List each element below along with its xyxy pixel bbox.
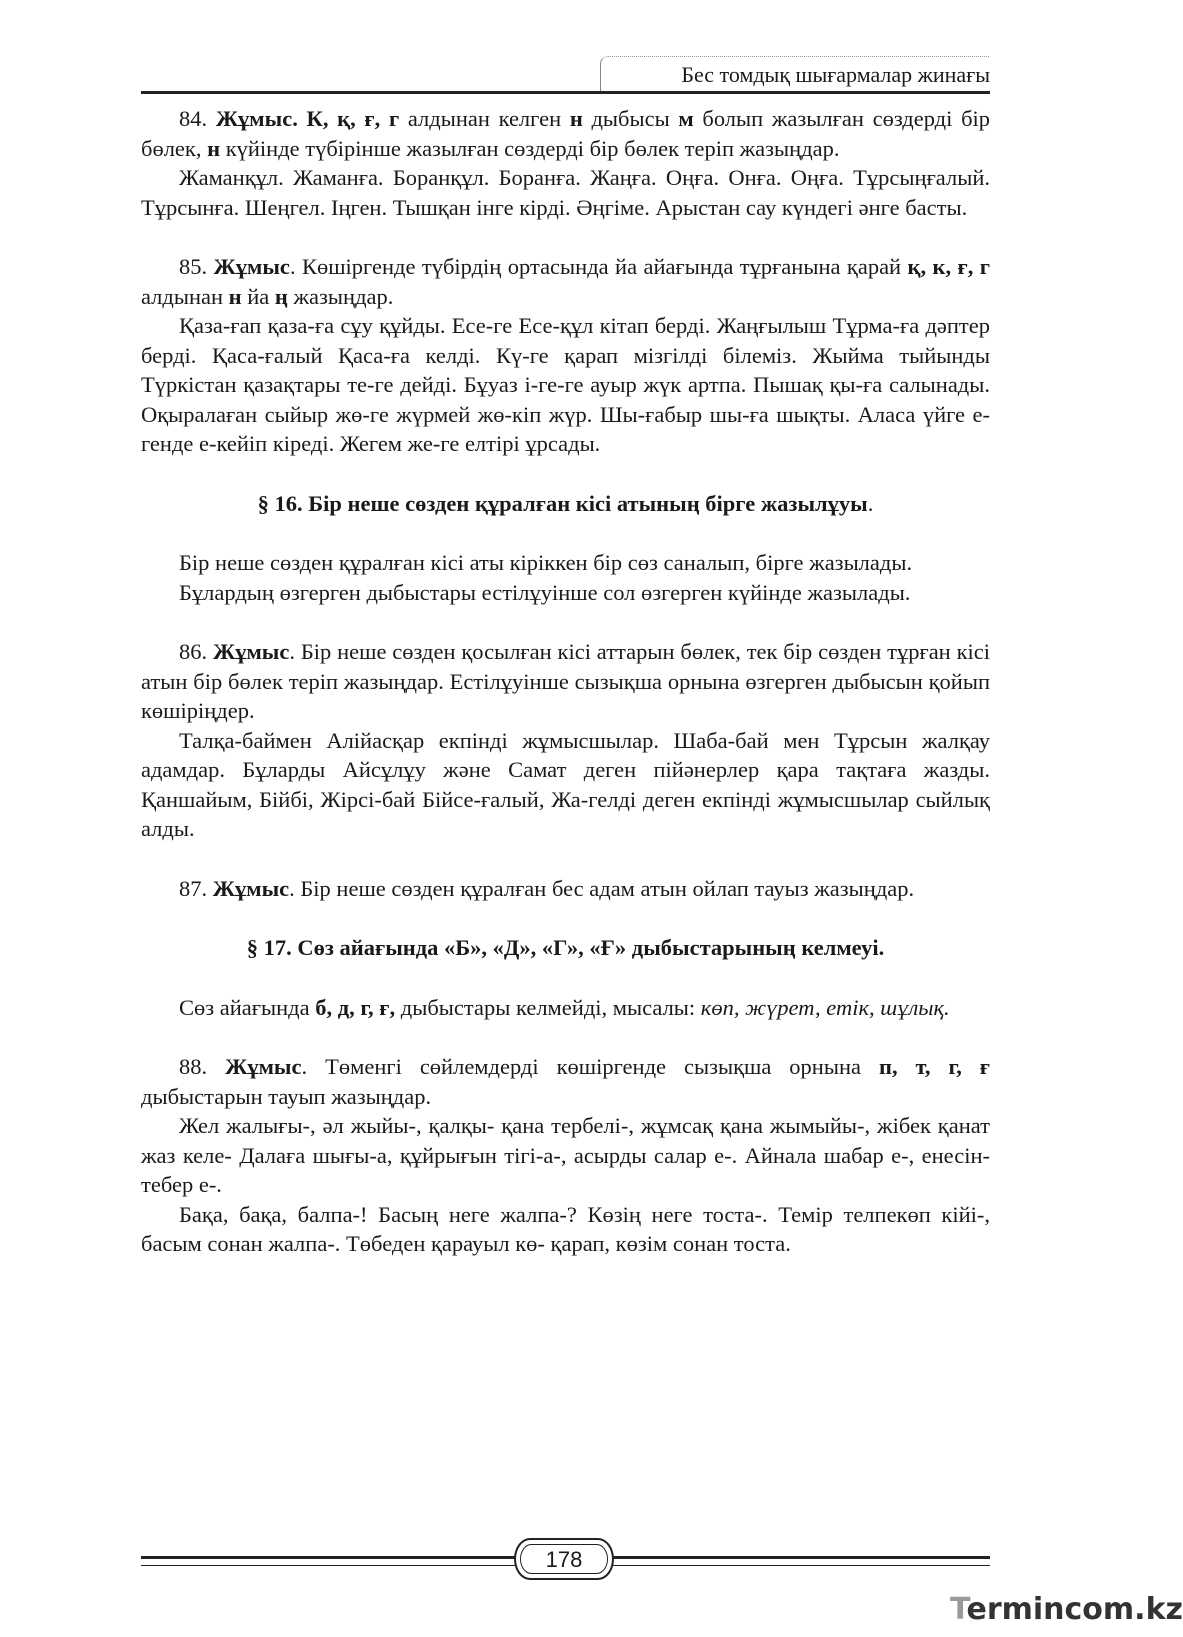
section-heading-text: § 17. Сөз айағында «Б», «Д», «Г», «Ғ» дыбыстарының келмеуі.	[246, 935, 885, 960]
footer-rule-right	[612, 1556, 990, 1566]
section-heading-text: § 16. Бір неше сөзден құралған кісі атының бірге жазылұуы	[257, 490, 868, 516]
logo-letter-t: T	[950, 1592, 967, 1627]
exercise-label: Жұмыс	[212, 639, 290, 664]
text-paragraph: Бақа, бақа, балпа-! Басың неге жалпа-? Көзің неге тоста-. Темір телпекөп кійі-, басым сонан жалпа-. Төбеден қарауыл кө- қарап, көзім сонан тоста.	[141, 1201, 990, 1256]
paragraph-gap	[141, 903, 990, 933]
exercise-label: Жұмыс	[212, 875, 290, 901]
exercise-paragraph: 84. Жұмыс. К, қ, ғ, г алдынан келген н дыбысы м болып жазылған сөздерді бір бөлек, н күйінде түбірінше жазылған сөздерді бір бөлек теріп жазыңдар.	[141, 106, 991, 161]
section-heading	[141, 933, 990, 963]
paragraph-gap	[141, 963, 990, 993]
termincom-logo	[950, 1592, 1183, 1632]
paragraph-gap	[141, 844, 990, 874]
termincom-logo-text: Termincom.kz	[950, 1592, 1183, 1627]
footer-rule-left	[141, 1556, 516, 1566]
running-head	[600, 56, 990, 92]
text-paragraph: Қаза-ғап қаза-ға сұу құйды. Есе-ге Есе-құл кітап берді. Жаңғылыш Тұрма-ға дәптер берді. Қаса-ғалый Қаса-ға келді. Кү-ге қарап мізгілді білеміз. Жыйма тыйынды Түркістан қазақтары те-ге дейді. Бұуаз і-ге-ге ауыр жүк артпа. Пышақ қы-ға салынады. Оқыралаған сыйыр жө-ге жүрмей жө-кіп жүр. Шы-ғабыр шы-ға шықты. Аласа үйге е-генде е-кейіп кіреді. Жегем же-ге елтірі ұрсады.	[141, 313, 990, 456]
paragraph-gap	[141, 607, 990, 637]
exercise-paragraph: 86. Жұмыс. Бір неше сөзден қосылған кісі аттарын бөлек, тек бір сөзден тұрған кісі атын бір бөлек теріп жазыңдар. Естілұуінше сызықша орнына өзгерген дыбысын қойып көшіріңдер.	[141, 639, 990, 723]
section-heading	[141, 489, 990, 519]
exercise-label: Жұмыс	[225, 1054, 302, 1079]
running-head-title: Бес томдық шығармалар жинағы	[681, 62, 990, 87]
text-paragraph: Талқа-баймен Алійасқар екпінді жұмысшылар. Шаба-бай мен Тұрсын жалқау адамдар. Бұларды Айсұлұу және Самат деген пійәнерлер қара тақтаға жазды. Қаншайым, Бійбі, Жірсі-бай Бійсе-ғалый, Жа-гелді деген екпінді жұмысшылар сыйлық алды.	[141, 727, 990, 841]
paragraph-gap	[141, 518, 990, 548]
header-rule	[141, 91, 990, 94]
text-paragraph: Жел жалығы-, әл жыйы-, қалқы- қана тербелі-, жұмсақ қана жымыйы-, жібек қанат жаз келе- Далаға шығы-а, құйрығын тігі-а-, асырды салар е-. Айнала шабар е-, енесін-тебер е-.	[141, 1113, 990, 1197]
exercise-label: Жұмыс	[213, 254, 290, 279]
text-paragraph: Жаманқұл. Жаманға. Боранқұл. Боранға. Жаңға. Оңға. Онға. Оңға. Тұрсыңғалый. Тұрсынға. Шеңгел. Іңген. Тышқан інге кірді. Әңгіме. Арыстан сау күндегі әнге басты.	[141, 165, 990, 220]
page-content	[141, 104, 990, 1259]
paragraph-gap	[141, 459, 990, 489]
page-number: 178	[545, 1547, 583, 1572]
exercise-paragraph: 88. Жұмыс. Төменгі сөйлемдерді көшіргенде сызықша орнына п, т, г, ғ дыбыстарын тауып жазыңдар.	[141, 1054, 991, 1109]
exercise-label: Жұмыс.	[215, 106, 298, 131]
page-number-frame	[514, 1538, 614, 1580]
text-paragraph: Бір неше сөзден құралған кісі аты кіріккен бір сөз саналып, бірге жазылады.	[179, 550, 913, 575]
exercise-paragraph: 85. Жұмыс. Көшіргенде түбірдің ортасында йа айағында тұрғанына қарай қ, к, ғ, г алдынан н йа ң жазыңдар.	[141, 254, 990, 309]
text-paragraph: Бұлардың өзгерген дыбыстары естілұуінше сол өзгерген күйінде жазылады.	[179, 579, 911, 605]
exercise-paragraph: 87. Жұмыс. Бір неше сөзден құралған бес адам атын ойлап тауыз жазыңдар.	[179, 875, 915, 901]
text-paragraph: Сөз айағында б, д, г, ғ, дыбыстары келмейді, мысалы: көп, жүрет, етік, шұлық.	[179, 994, 950, 1020]
paragraph-gap	[141, 222, 990, 252]
paragraph-gap	[141, 1022, 990, 1052]
section-heading-tail: .	[867, 490, 874, 516]
